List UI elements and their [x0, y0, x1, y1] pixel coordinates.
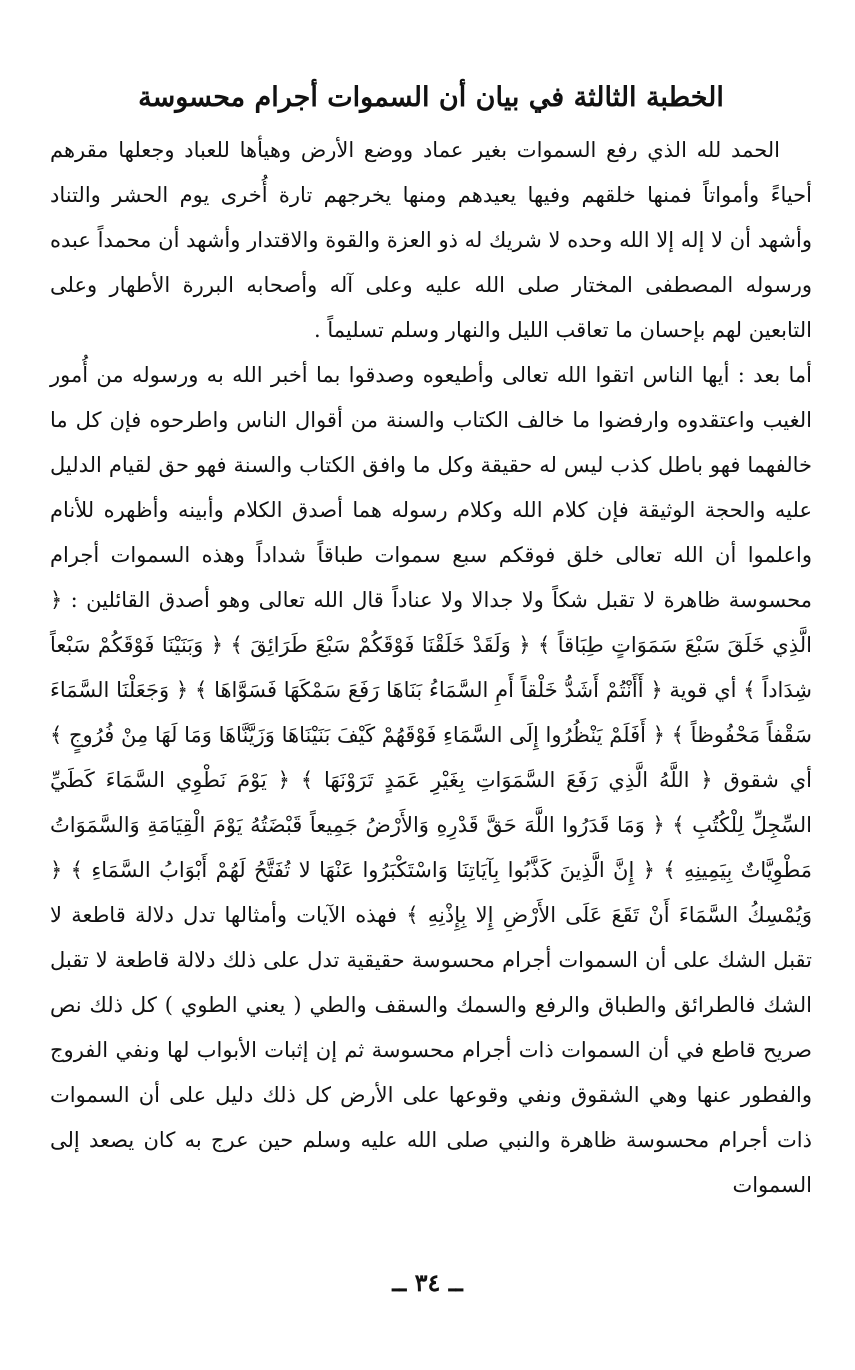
- sermon-title: الخطبة الثالثة في بيان أن السموات أجرام محسوسة: [138, 82, 724, 113]
- document-page: [50, 72, 812, 1208]
- body-paragraph: أما بعد : أيها الناس اتقوا الله تعالى وأطيعوه وصدقوا بما أخبر الله به ورسوله من أُمور الغيب واعتقدوه وارفضوا ما خالف الكتاب والسنة من أقوال الناس واطرحوه فإن كل ما خالفهما فهو باطل كذب ليس له حقيقة وكل ما وافق الكتاب والسنة فهو حق لقيام الدليل عليه والحجة الوثيقة فإن كلام الله وكلام رسوله هما أصدق الكلام وأبينه وأظهره للأنام واعلموا أن الله تعالى خلق فوقكم سبع سموات طباقاً شداداً وهذه السموات أجرام محسوسة ظاهرة لا تقبل شكاً ولا جدالا ولا عناداً قال الله تعالى وهو أصدق القائلين : ﴿ الَّذِي خَلَقَ سَبْعَ سَمَوَاتٍ طِبَاقاً ﴾ ﴿ وَلَقَدْ خَلَقْنَا فَوْقَكُمْ سَبْعَ طَرَائِقَ ﴾ ﴿ وَبَنَيْنَا فَوْقَكُمْ سَبْعاً شِدَاداً ﴾ أي قوية ﴿ أَأَنْتُمْ أَشَدُّ خَلْقاً أَمِ السَّمَاءُ بَنَاهَا رَفَعَ سَمْكَهَا فَسَوَّاهَا ﴾ ﴿ وَجَعَلْنَا السَّمَاءَ سَقْفاً مَحْفُوظاً ﴾ ﴿ أَفَلَمْ يَنْظُرُوا إِلَى السَّمَاءِ فَوْقَهُمْ كَيْفَ بَنَيْنَاهَا وَزَيَّنَّاهَا وَمَا لَهَا مِنْ فُرُوجٍ ﴾ أي شقوق ﴿ اللَّهُ الَّذِي رَفَعَ السَّمَوَاتِ بِغَيْرِ عَمَدٍ تَرَوْنَهَا ﴾ ﴿ يَوْمَ نَطْوِي السَّمَاءَ كَطَيِّ السِّجِلِّ لِلْكُتُبِ ﴾ ﴿ وَمَا قَدَرُوا اللَّهَ حَقَّ قَدْرِهِ وَالأَرْضُ جَمِيعاً قَبْضَتُهُ يَوْمَ الْقِيَامَةِ وَالسَّمَوَاتُ مَطْوِيَّاتٌ بِيَمِينِهِ ﴾ ﴿ إِنَّ الَّذِينَ كَذَّبُوا بِآيَاتِنَا وَاسْتَكْبَرُوا عَنْهَا لا تُفَتَّحُ لَهُمْ أَبْوَابُ السَّمَاءِ ﴾ ﴿ وَيُمْسِكُ السَّمَاءَ أَنْ تَقَعَ عَلَى الأَرْضِ إِلا بِإِذْنِهِ ﴾ فهذه الآيات وأمثالها تدل دلالة قاطعة لا تقبل الشك على أن السموات أجرام محسوسة حقيقية تدل على ذلك دلالة قاطعة لا تقبل الشك فالطرائق والطباق والرفع والسمك والسقف والطي ( يعني الطوي ) كل ذلك نص صريح قاطع في أن السموات ذات أجرام محسوسة ثم إن إثبات الأبواب لها ونفي الفروج والفطور عنها وهي الشقوق ونفي وقوعها على الأرض كل ذلك دليل على أن السموات ذات أجرام محسوسة ظاهرة والنبي صلى الله عليه وسلم حين عرج به كان يصعد إلى السموات: [50, 363, 812, 1197]
- opening-paragraph: الحمد لله الذي رفع السموات بغير عماد ووضع الأرض وهيأها للعباد وجعلها مقرهم أحياءً وأمواتاً فمنها خلقهم وفيها يعيدهم ومنها يخرجهم تارة أُخرى يوم الحشر والتناد وأشهد أن لا إله إلا الله وحده لا شريك له ذو العزة والقوة والاقتدار وأشهد أن محمداً عبده ورسوله المصطفى المختار صلى الله عليه وعلى آله وأصحابه البررة الأطهار وعلى التابعين لهم بإحسان ما تعاقب الليل والنهار وسلم تسليماً .: [50, 138, 812, 342]
- page-number: ــ ٣٤ ــ: [392, 1268, 463, 1297]
